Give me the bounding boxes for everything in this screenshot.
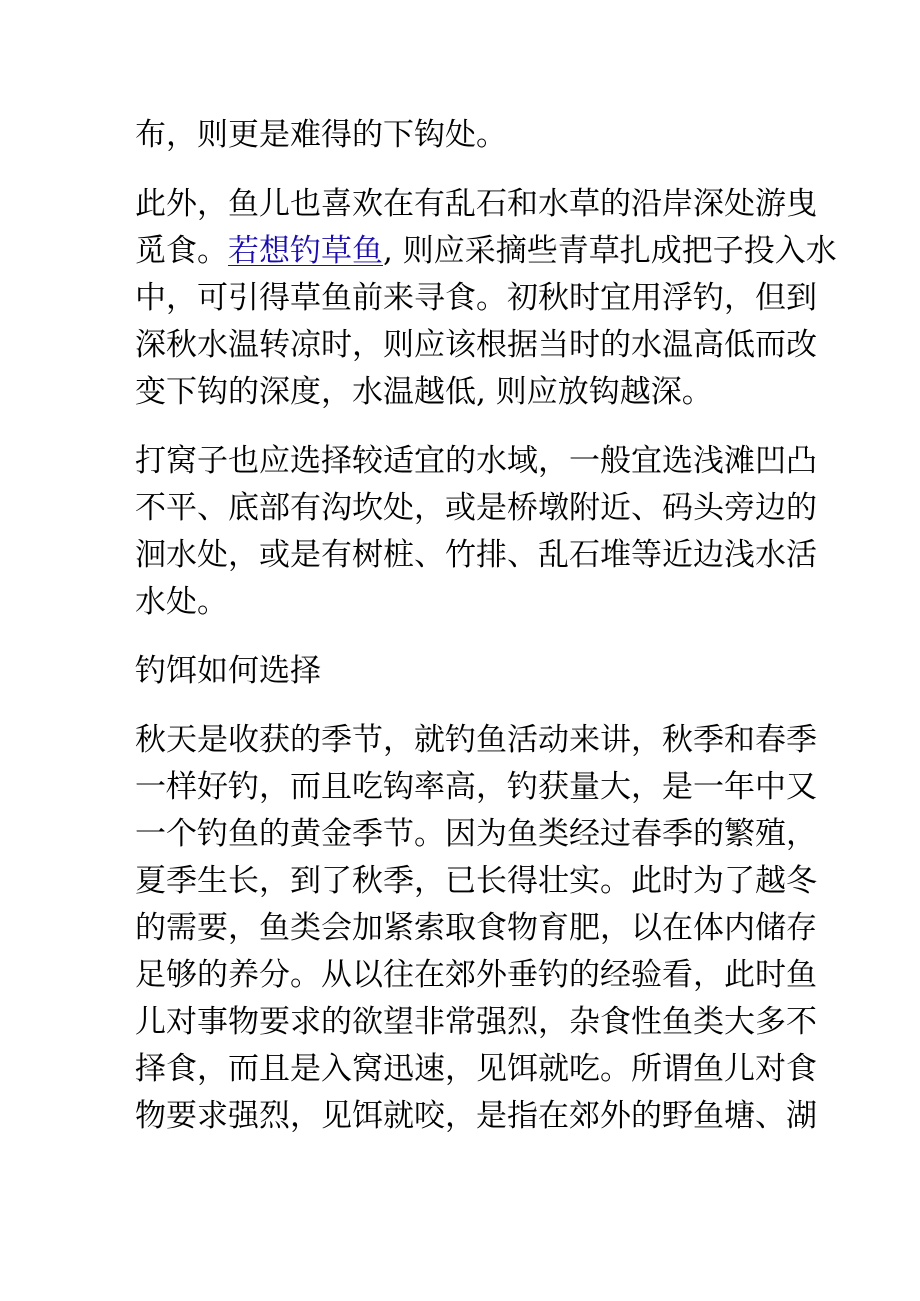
text-line: 择食，而且是入窝迅速，见饵就吃。所谓鱼儿对食 — [135, 1051, 817, 1087]
text-line: 夏季生长，到了秋季，已长得壮实。此时为了越冬 — [135, 863, 817, 899]
paragraph-3 — [135, 438, 817, 626]
text-line: 洄水处，或是有树桩、竹排、乱石堆等近边浅水活 — [135, 537, 817, 573]
text-line: 不平、底部有沟坎处，或是桥墩附近、码头旁边的 — [135, 490, 817, 526]
text-line: 秋天是收获的季节，就钓鱼活动来讲，秋季和春季 — [135, 722, 817, 758]
text-line: 布，则更是难得的下钩处。 — [135, 117, 507, 153]
text-line-with-link — [135, 228, 837, 275]
text-line: 足够的养分。从以往在郊外垂钓的经验看，此时鱼 — [135, 957, 817, 993]
text-line: 一个钓鱼的黄金季节。因为鱼类经过春季的繁殖， — [135, 816, 817, 852]
text-line: 变下钩的深度，水温越低, 则应放钩越深。 — [135, 374, 713, 410]
text-segment: 觅食。 — [135, 233, 228, 269]
section-heading: 钓饵如何选择 — [135, 653, 321, 689]
text-line: 一样好钓，而且吃钩率高，钓获量大，是一年中又 — [135, 769, 817, 805]
paragraph-4 — [135, 717, 817, 1140]
grass-carp-link[interactable]: 若想钓草鱼 — [228, 233, 383, 269]
text-line: 打窝子也应选择较适宜的水域，一般宜选浅滩凹凸 — [135, 443, 817, 479]
paragraph-2 — [135, 181, 837, 416]
text-line: 此外，鱼儿也喜欢在有乱石和水草的沿岸深处游曳 — [135, 186, 817, 222]
text-line: 深秋水温转凉时，则应该根据当时的水温高低而改 — [135, 327, 817, 363]
paragraph-1 — [135, 112, 790, 159]
text-line: 的需要，鱼类会加紧索取食物育肥，以在体内储存 — [135, 910, 817, 946]
article-body — [135, 112, 837, 1162]
text-line: 中，可引得草鱼前来寻食。初秋时宜用浮钓，但到 — [135, 280, 817, 316]
text-line: 水处。 — [135, 584, 228, 620]
text-line: 物要求强烈，见饵就咬，是指在郊外的野鱼塘、湖 — [135, 1098, 817, 1134]
text-line: 儿对事物要求的欲望非常强烈，杂食性鱼类大多不 — [135, 1004, 817, 1040]
text-segment: , 则应采摘些青草扎成把子投入水 — [383, 233, 837, 269]
